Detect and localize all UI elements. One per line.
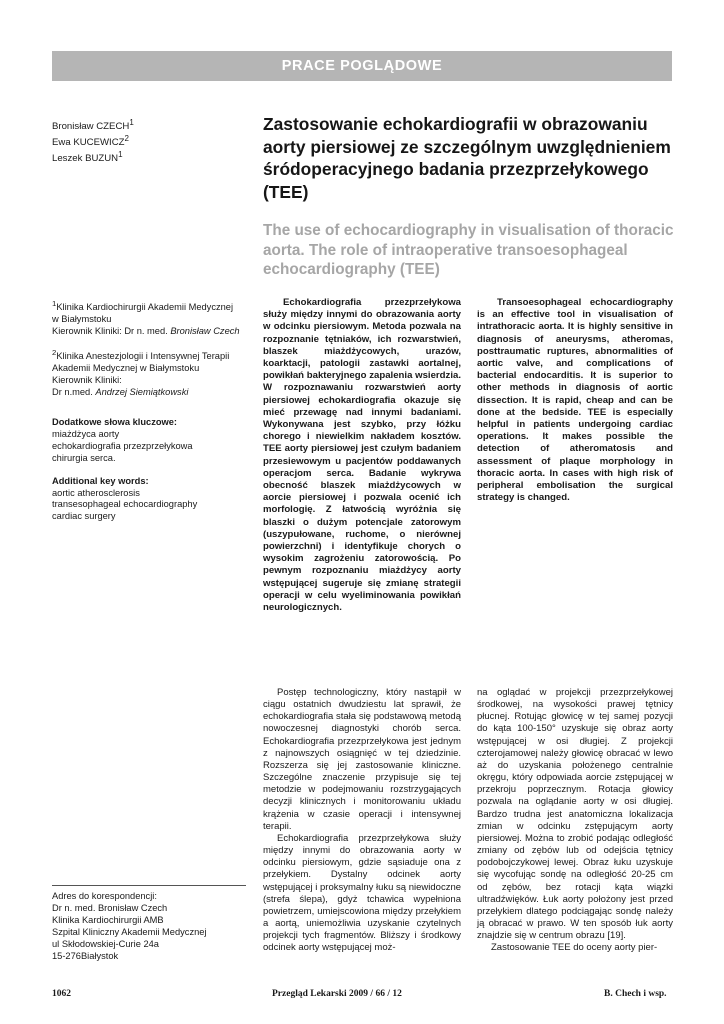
affiliation-2-line2: Akademii Medycznej w Białymstoku (52, 362, 200, 373)
keyword-en-1: aortic atherosclerosis (52, 487, 140, 498)
affiliation-2-line4: Dr n.med. Andrzej Siemiątkowski (52, 386, 189, 397)
correspondence-line: 15-276Białystok (52, 951, 119, 961)
author-2: Ewa KUCEWICZ$^2$ (52, 134, 129, 149)
correspondence-line: Adres do korespondencji: (52, 891, 157, 901)
article-title-pl: Zastosowanie echokardiografii w obrazowaniu aorty piersiowej ze szczególnym uwzględnieniem śródoperacyjnego badania przezprzełykowego (TEE) (263, 114, 671, 202)
correspondence-line: ul Skłodowskiej-Curie 24a (52, 939, 159, 949)
keyword-pl-1: miażdżyca aorty (52, 428, 120, 439)
correspondence-line: Dr n. med. Bronisław Czech (52, 903, 168, 913)
article-title-en: The use of echocardiography in visualisation of thoracic aorta. The role of intraoperative transoesophageal echocardiography (TEE) (263, 222, 674, 278)
running-author: B. Chech i wsp. (604, 989, 667, 999)
keywords (52, 417, 252, 523)
abstract-en-text: Transoesophageal echocardiography is an effective tool in visualisation of intrathoracic aorta. It is highly sensitive in diagnosis of aneurysms, atheromas, posttraumatic ruptures, abnormalities of aortic valve, and complications of bacterial endocarditis. It is superior to other methods in diagnosis of aortic dissection. It is rapid, cheap and can be done at the bedside. TEE is especially helpful in patients undergoing cardiac operations. It makes possible the detection of atheromatosis and assessment of plaque morphology in thoracic aorta. In cases with high risk of peripheral embolisation the surgical strategy is changed. (477, 297, 673, 504)
affiliation-1-line2: w Białymstoku (52, 314, 112, 324)
correspondence-address (52, 890, 252, 962)
author-list (52, 117, 242, 166)
abstract-pl-text: Echokardiografia przezprzełykowa służy między innymi do obrazowania aorty w odcinku piersiowym. Metoda pozwala na rozpoznanie tętniaków, ich rozwarstwień, blaszek miażdżycowych, urazów, koarktacji, patologii zastawki aortalnej, powikłań bakteryjnego zapalenia wsierdzia. W rozpoznawaniu rozwarstwień aorty piersiowej echokardiografia okazuje się mieć przewagę nad innymi badaniami. Wykonywana jest szybko, przy łóżku chorego i niewielkim nakładem kosztów. TEE aorty piersiowej jest czułym badaniem przesiewowym u pacjentów poddawanych operacjom serca. Badanie wykrywa obecność blaszek miażdżycowych w aorcie piersiowej i pozwala ocenić ich morfologię. Z łatwością wyróżnia się blaszki o dużym potencjale zatorowym (uszypułowane, ruchome, o nierównej powierzchni) i identyfikuje chorych o wysokim zagrożeniu zatorowością. Po pewnym rozpoznaniu miażdżycy aorty wstępującej sugeruje się zmianę strategii operacji w celu wyeliminowania powikłań neurologicznych. (263, 297, 461, 614)
body-paragraph: na oglądać w projekcji przezprzełykowej środkowej, na wysokości prawej tętnicy płucnej. Rotując głowicę w tej samej pozycji do kąta 100-150° uzyskuje się obraz aorty wstępującej w osi długiej. Z projekcji czterojamowej należy głowicę obracać w lewo aż do uzyskania położenego centralnie okręgu, który odpowiada aorcie zstępującej w przekroju poprzecznym. Rotacja głowicy pozwala na oglądanie aorty w osi długiej. Bardzo trudna jest anatomiczna lokalizacja zmian w odcinku zstępującym aorty piersiowej. Można to zrobić podając odległość zmiany od zębów lub od odejścia tętnicy podobojczykowej lewej. Obraz łuku uzyskuje się wycofując sondę na odległość 20-25 cm od zębów, bez rotacji kąta wiązki ultradźwięków. Łuk aorty położony jest przed przełykiem dlatego podciągając sondę należy ją obracać w prawo. W ten sposób łuk aorty znajdzie się w centrum obrazu [19]. (477, 687, 673, 942)
journal-citation: Przegląd Lekarski 2009 / 66 / 12 (272, 989, 402, 999)
author-1: Bronisław CZECH$^1$ (52, 118, 134, 133)
keyword-en-2: transesophageal echocardiography (52, 499, 198, 510)
keyword-pl-3: chirurgia serca. (52, 452, 116, 463)
correspondence-divider (52, 885, 246, 886)
page-number: 1062 (52, 989, 71, 999)
affiliations (52, 298, 252, 399)
affiliation-1-line1: $^1$Klinika Kardiochirurgii Akademii Medycznej (52, 299, 234, 313)
correspondence-line: Klinika Kardiochirurgii AMB (52, 915, 164, 925)
body-paragraph: Echokardiografia przezprzełykowa służy między innymi do obrazowania aorty w odcinku piersiowym, gdzie sąsiaduje ona z przełykiem. Dystalny odcinek aorty wstępującej i proksymalny łuku są niewidoczne (strefa ślepa), gdyż tchawica wypełniona powietrzem, umiejscowiona między przełykiem a aortą, uniemożliwia uzyskanie czytelnych projekcji tych fragmentów. Bliższy i środkowy odcinek aorty wstępującej moż- (263, 832, 462, 954)
body-column-left (263, 687, 461, 954)
section-banner: PRACE POGLĄDOWE (52, 51, 672, 81)
author-3: Leszek BUZUN$^1$ (52, 150, 123, 165)
affiliation-2-line3: Kierownik Kliniki: (52, 374, 122, 385)
abstract-pl (263, 297, 461, 614)
keywords-en-heading: Additional key words: (52, 475, 149, 486)
keywords-pl-heading: Dodatkowe słowa kluczowe: (52, 417, 178, 427)
keyword-pl-2: echokardiografia przezprzełykowa (52, 440, 193, 451)
body-paragraph: Postęp technologiczny, który nastąpił w ciągu ostatnich dwudziestu lat sprawił, że echokardiografia stała się podstawową metodą nowoczesnej diagnostyki chorób serca. Echokardiografia przezprzełykowa jest jednym z najnowszych osiągnięć w tej dziedzinie. Rozszerza się jej zastosowanie kliniczne. Szczególne znaczenie przypisuje się tej metodzie w podejmowaniu rozstrzygających decyzji klinicznych i monitorowaniu układu krążenia w czasie operacji i intensywnej terapii. (263, 687, 461, 832)
body-column-right (477, 687, 673, 954)
body-paragraph: Zastosowanie TEE do oceny aorty pier- (491, 942, 658, 954)
keyword-en-3: cardiac surgery (52, 511, 116, 522)
affiliation-2-line1: $^2$Klinika Anestezjologii i Intensywnej Terapii (52, 347, 230, 361)
correspondence-line: Szpital Kliniczny Akademii Medycznej (52, 927, 207, 937)
abstract-en (477, 297, 673, 504)
affiliation-1-line3: Kierownik Kliniki: Dr n. med. Bronisław Czech (52, 325, 240, 336)
